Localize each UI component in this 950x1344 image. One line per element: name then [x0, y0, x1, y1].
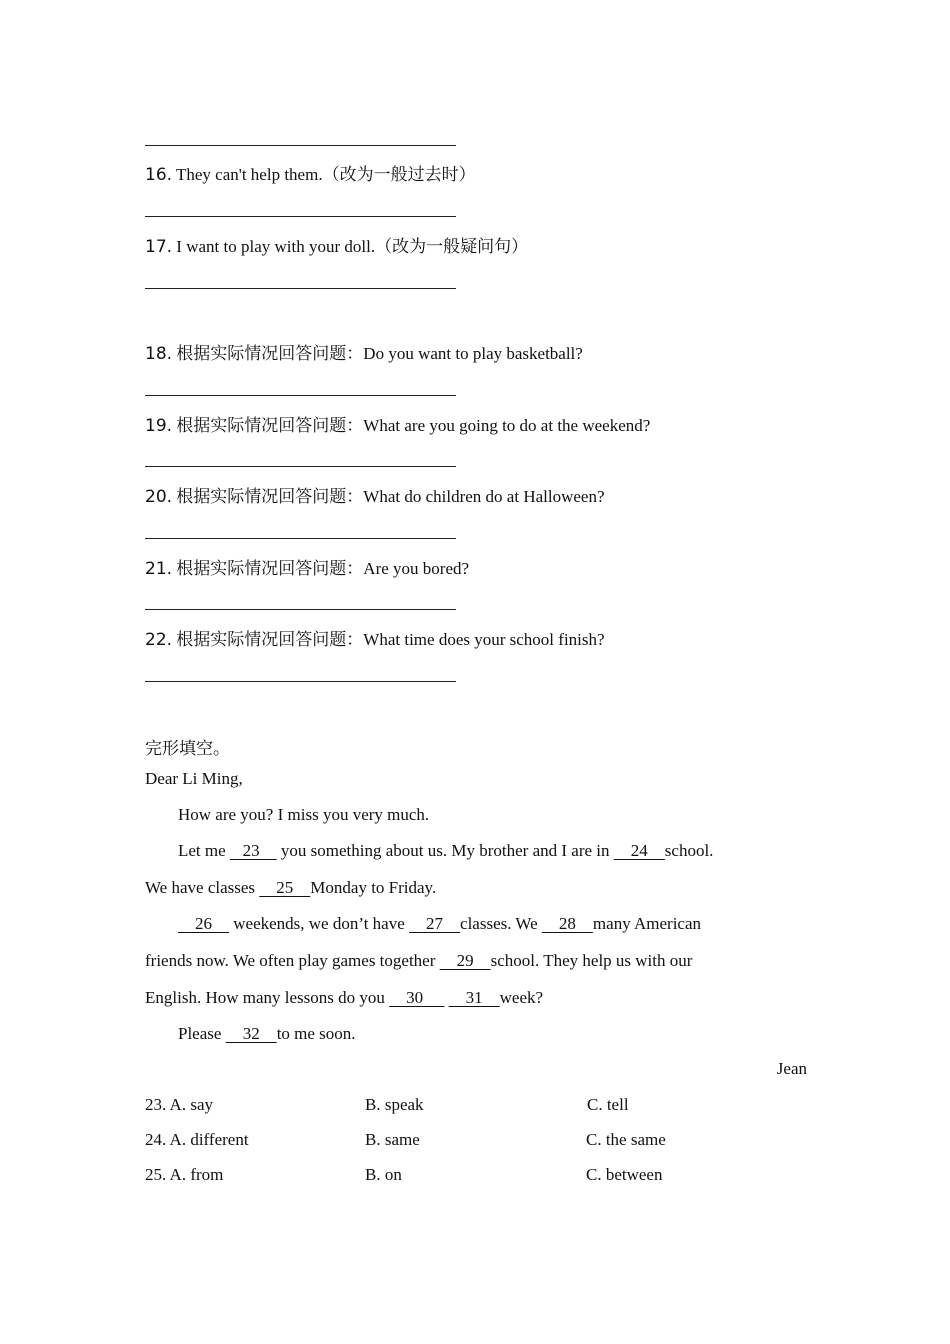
answer-line [145, 216, 456, 217]
answer-line [145, 538, 456, 539]
option-23-b: B. speak [365, 1095, 424, 1114]
letter-line-5: friends now. We often play games together 29 school. They help us with our [145, 951, 693, 970]
question-number: 22. [145, 630, 173, 650]
letter-line-7: Please 32 to me soon. [178, 1024, 356, 1043]
question-text: I want to play with your doll.（改为一般疑问句） [176, 237, 529, 256]
question-text: 根据实际情况回答问题：Are you bored? [176, 559, 470, 578]
option-25-c: C. between [586, 1165, 663, 1184]
option-24-c: C. the same [586, 1130, 666, 1149]
question-17 [145, 232, 528, 257]
blank-32: 32 [225, 1024, 277, 1043]
question-text: 根据实际情况回答问题：Do you want to play basketball? [176, 344, 583, 363]
blank-30: 30 [389, 988, 445, 1007]
letter-line-4: 26 weekends, we don’t have 27 classes. We 28 many American [178, 914, 702, 933]
question-19 [145, 411, 650, 436]
letter-line-1: How are you? I miss you very much. [178, 805, 430, 824]
answer-line [145, 395, 456, 396]
answer-line [145, 288, 456, 289]
question-text: 根据实际情况回答问题：What are you going to do at the weekend? [176, 416, 651, 435]
letter-line-2: Let me 23 you something about us. My brother and I are in 24 school. [178, 841, 714, 860]
option-25-b: B. on [365, 1165, 402, 1184]
question-number: 16. [145, 165, 173, 185]
answer-line [145, 145, 456, 146]
cloze-heading: 完形填空。 [145, 739, 230, 758]
answer-line [145, 609, 456, 610]
blank-27: 27 [409, 914, 461, 933]
question-text: 根据实际情况回答问题：What time does your school finish? [176, 630, 605, 649]
question-number: 21. [145, 559, 173, 579]
question-text: 根据实际情况回答问题：What do children do at Halloween? [176, 487, 605, 506]
letter-salutation: Dear Li Ming, [145, 769, 243, 788]
question-18 [145, 339, 583, 364]
question-20 [145, 482, 605, 507]
blank-23: 23 [229, 841, 277, 860]
blank-31: 31 [448, 988, 500, 1007]
blank-29: 29 [439, 951, 491, 970]
blank-25: 25 [259, 878, 311, 897]
option-25-a: 25. A. from [145, 1165, 224, 1184]
question-16 [145, 160, 476, 185]
question-21 [145, 554, 469, 579]
option-24-a: 24. A. different [145, 1130, 249, 1149]
letter-line-3: We have classes 25 Monday to Friday. [145, 878, 437, 897]
blank-26: 26 [178, 914, 229, 933]
answer-line [145, 466, 456, 467]
question-number: 20. [145, 487, 173, 507]
letter-line-6: English. How many lessons do you 30 31 week? [145, 988, 544, 1007]
blank-24: 24 [613, 841, 665, 860]
question-number: 18. [145, 344, 173, 364]
answer-line [145, 681, 456, 682]
question-text: They can't help them.（改为一般过去时） [176, 165, 476, 184]
option-23-c: C. tell [587, 1095, 629, 1114]
option-23-a: 23. A. say [145, 1095, 213, 1114]
option-24-b: B. same [365, 1130, 420, 1149]
question-number: 19. [145, 416, 173, 436]
question-number: 17. [145, 237, 173, 257]
blank-28: 28 [541, 914, 593, 933]
question-22 [145, 625, 605, 650]
letter-signature: Jean [776, 1059, 807, 1078]
